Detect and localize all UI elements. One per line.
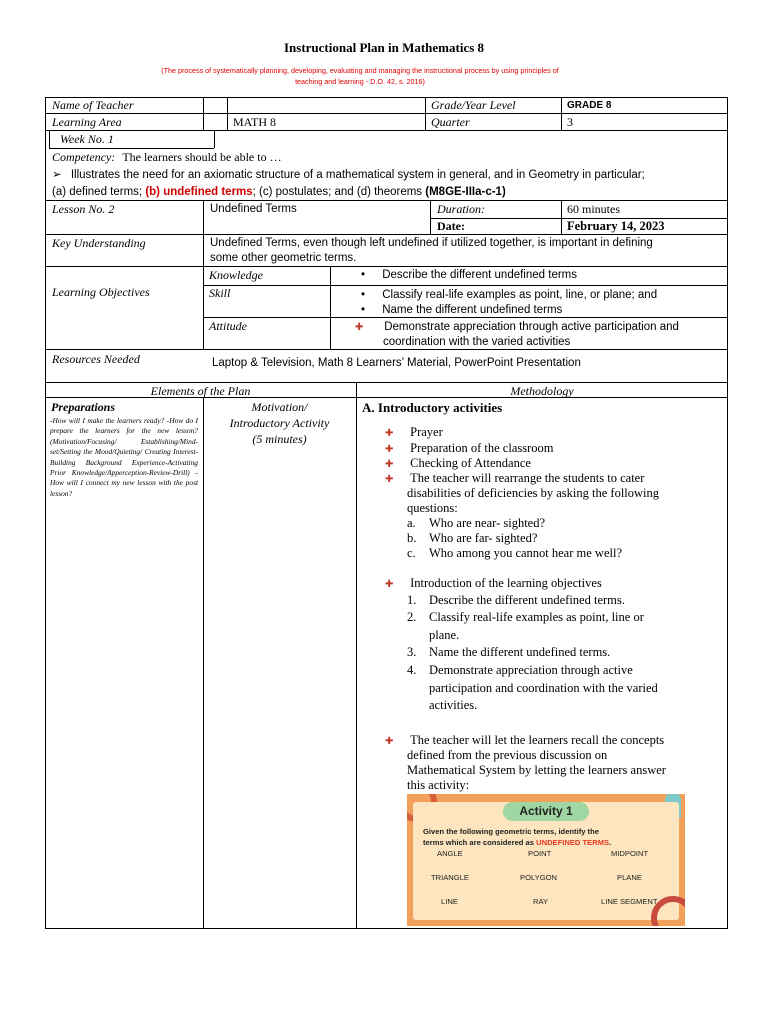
date-value: February 14, 2023 [567,219,665,233]
term-angle: ANGLE [437,849,463,858]
arrow-icon: ➢ [52,169,62,181]
attitude-item-1: ✚ Demonstrate appreciation through active participation and [355,321,679,333]
motivation-line-2: Introductory Activity [229,416,330,430]
knowledge-label: Knowledge [209,268,263,282]
grade-level-label: Grade/Year Level [431,98,516,112]
knowledge-item: • Describe the different undefined terms [361,269,577,281]
motivation-line-1: Motivation/ [251,400,308,414]
term-midpoint: MIDPOINT [611,849,649,858]
document-title: Instructional Plan in Mathematics 8 [283,40,485,55]
method-item-introduce-objectives: ✚ Introduction of the learning objectives [385,576,602,590]
learning-area-label: Learning Area [52,115,122,129]
motivation-line-3: (5 minutes) [252,432,307,446]
objective-4-cont-2: activities. [429,698,478,712]
recall-line-4: this activity: [407,778,470,792]
elements-header: Elements of the Plan [150,384,251,398]
competency-intro: The learners should be able to … [122,150,282,164]
activity-instructions: Given the following geometric terms, identify the terms which are considered as UNDEFINED TERMS. [423,827,612,847]
objective-1: 1. Describe the different undefined terms. [407,593,625,607]
plus-bullet-icon: ✚ [385,459,394,470]
recall-line-2: defined from the previous discussion on [407,748,608,762]
activity-card-inner [413,802,679,920]
question-b: b. Who are far- sighted? [407,531,538,545]
rearrange-line-3: questions: [407,501,458,515]
plus-bullet-icon: ✚ [385,444,394,455]
introductory-activities-title: A. Introductory activities [362,400,503,415]
grade-level-value: GRADE 8 [567,100,612,111]
attitude-label: Attitude [209,319,247,333]
rearrange-line-2: disabilities of deficiencies by asking the following [407,486,660,500]
term-polygon: POLYGON [520,873,557,882]
plus-bullet-icon: ✚ [355,322,364,333]
bullet-dot-icon: • [361,269,366,281]
teacher-name-label: Name of Teacher [52,98,134,112]
method-item-recall: ✚ The teacher will let the learners recall the concepts [385,733,665,747]
lesson-number-label: Lesson No. 2 [52,202,115,216]
method-item-attendance: ✚ Checking of Attendance [385,456,531,470]
date-label: Date: [437,219,465,233]
competency-label: Competency: [52,150,116,164]
duration-label: Duration: [437,202,485,216]
document-subtitle: (The process of systematically planning, developing, evaluating and managing the instructional process by using principles of teaching and learning - D.O. 42, s. 2016) [161,66,559,86]
week-number: Week No. 1 [60,132,114,146]
recall-line-3: Mathematical System by letting the learners answer [407,763,666,777]
learning-objectives-label: Learning Objectives [52,285,150,299]
skill-item-1: • Classify real-life examples as point, line, or plane; and [361,289,658,301]
quarter-label: Quarter [431,115,470,129]
resources-label: Resources Needed [52,352,140,366]
term-line-segment: LINE SEGMENT [601,897,658,906]
term-line: LINE [441,897,458,906]
learning-area-value: MATH 8 [233,115,277,129]
objective-4: 4. Demonstrate appreciation through active [407,663,633,677]
bullet-dot-icon: • [361,304,366,316]
competency-line-2 [52,185,506,199]
competency-heading [52,150,282,164]
objective-2-cont: plane. [429,628,460,642]
lesson-title: Undefined Terms [210,203,297,215]
method-item-rearrange: ✚ The teacher will rearrange the students to cater [385,471,645,485]
competency-c: ; (c) postulates; and (d) theorems [252,186,423,198]
preparations-text: -How will I make the learners ready? -How do I prepare the learners for the new lesson? (Motivation/Focusing/ Establishing/Mind-set/Setting the Mood/Quieting/ Creating Interest-Building Background Experience-Activating Prior Knowledge/Apperception-Review-Drill) -How will I connect my new lesson with the post lesson? [50,416,198,498]
bullet-dot-icon: • [361,289,366,301]
skill-item-2: • Name the different undefined terms [361,304,563,316]
key-understanding-line-1: Undefined Terms, even though left undefined if utilized together, is important in defining [210,237,653,249]
method-item-prayer: ✚ Prayer [385,425,443,439]
term-ray: RAY [533,897,549,906]
quarter-value: 3 [567,115,573,129]
preparations-title: Preparations [51,400,116,414]
objective-2: 2. Classify real-life examples as point, line or [407,610,644,624]
activity-card [407,794,685,926]
activity-title: Activity 1 [503,802,589,821]
skill-label: Skill [209,286,231,300]
duration-value: 60 minutes [567,202,620,216]
term-plane: PLANE [617,873,642,882]
plus-bullet-icon: ✚ [385,579,394,590]
plus-bullet-icon: ✚ [385,428,394,439]
plus-bullet-icon: ✚ [385,736,394,747]
objective-4-cont: participation and coordination with the varied [429,681,658,695]
competency-statement: Illustrates the need for an axiomatic structure of a mathematical system in general, and in Geometry in particular; [70,169,645,181]
methodology-header: Methodology [510,384,574,398]
plus-bullet-icon: ✚ [385,474,394,485]
objective-3: 3. Name the different undefined terms. [407,645,611,659]
term-triangle: TRIANGLE [431,873,469,882]
resources-value: Laptop & Television, Math 8 Learners’ Material, PowerPoint Presentation [212,357,581,369]
term-point: POINT [528,849,552,858]
key-understanding-line-2: some other geometric terms. [210,252,357,264]
key-understanding-label: Key Understanding [52,236,146,250]
attitude-item-2: coordination with the varied activities [383,336,571,348]
question-c: c. Who among you cannot hear me well? [407,546,622,560]
competency-line-1 [52,168,645,182]
competency-b: (b) undefined terms [145,186,253,198]
method-item-preparation: ✚ Preparation of the classroom [385,441,554,455]
competency-a: (a) defined terms; [52,186,143,198]
competency-code: (M8GE-IIIa-c-1) [425,186,506,198]
question-a: a. Who are near- sighted? [407,516,546,530]
